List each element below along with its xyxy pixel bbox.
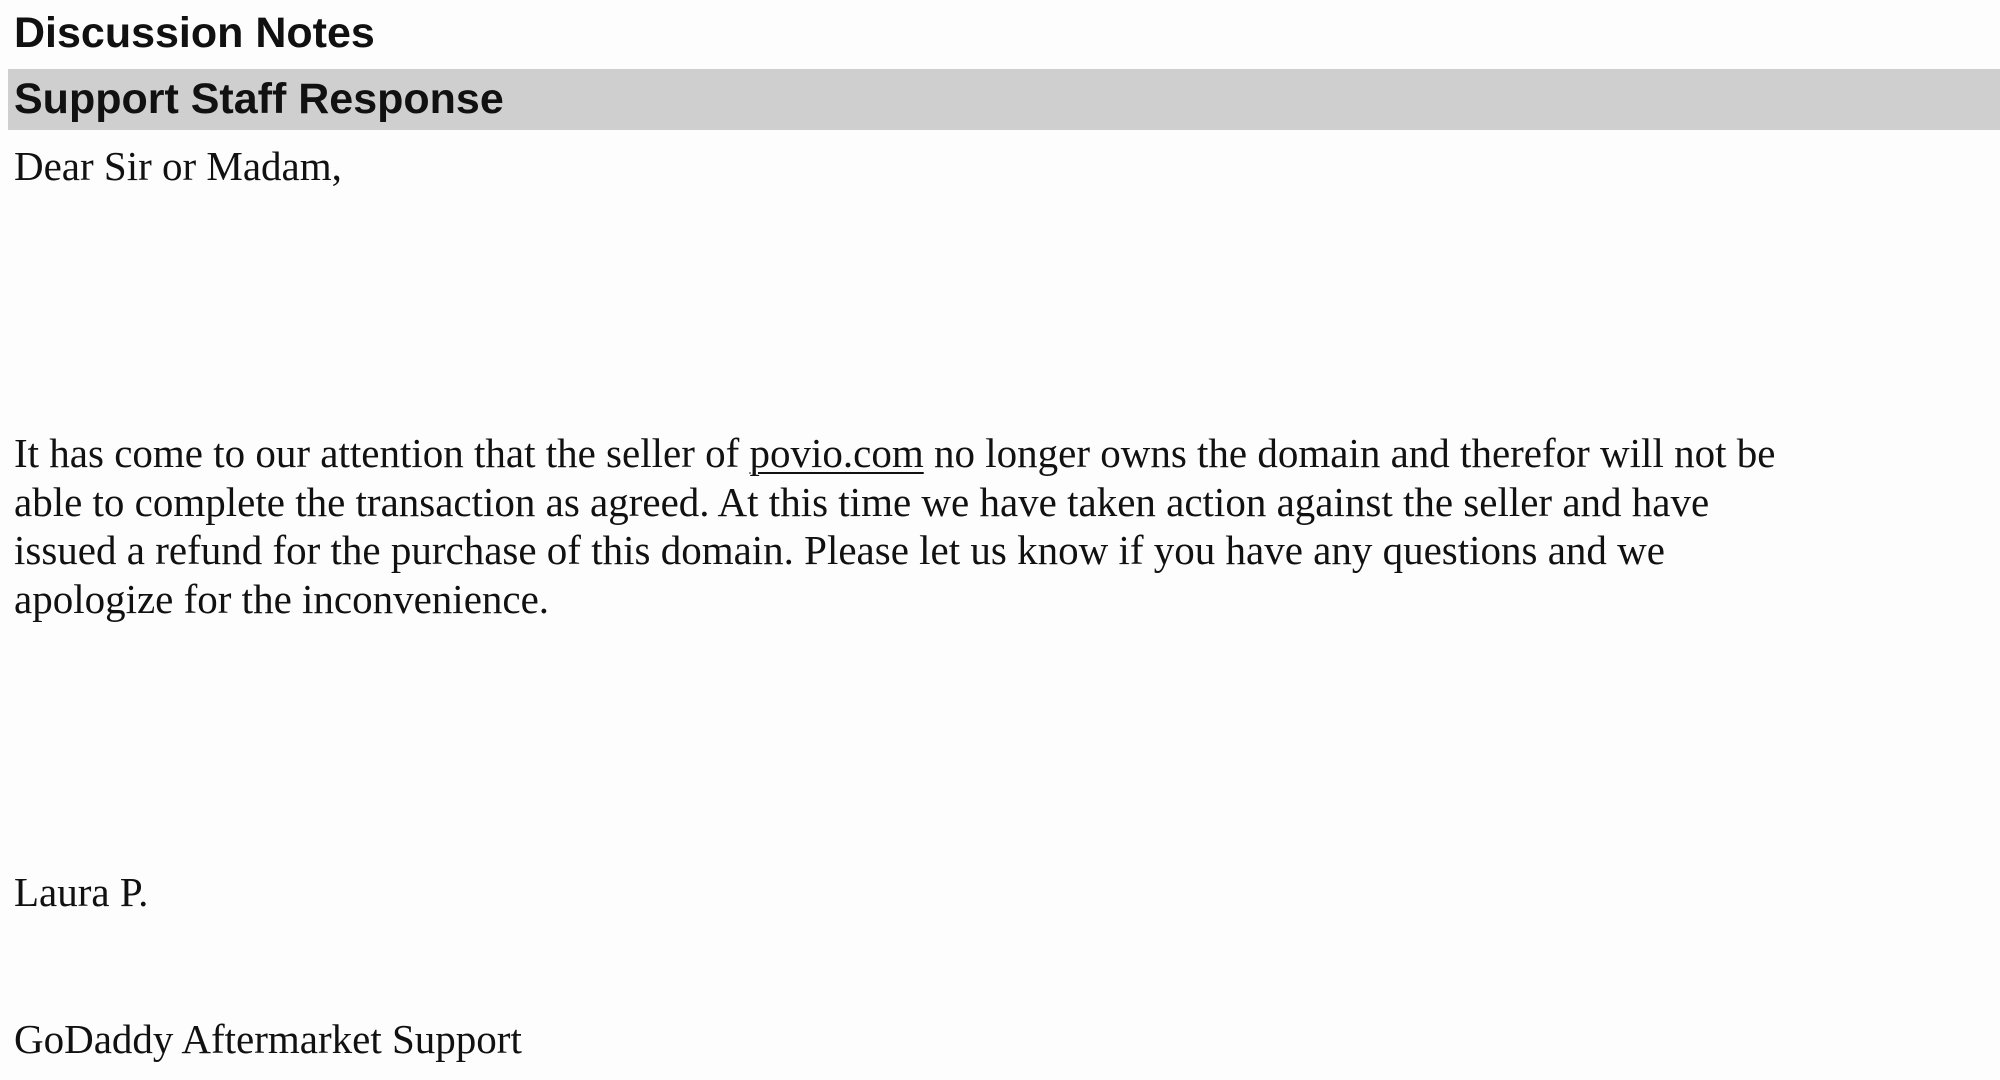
discussion-notes-title: Discussion Notes [14,9,375,57]
message-line-1-start: It has come to our attention that the seller of [14,430,750,476]
message-line-3: issued a refund for the purchase of this domain. Please let us know if you have any questions and we [14,527,1665,573]
support-staff-response-title: Support Staff Response [14,75,504,123]
greeting-text: Dear Sir or Madam, [14,143,342,189]
message-line-2: able to complete the transaction as agreed. At this time we have taken action against the seller and have [14,478,1710,525]
message-body [14,429,2000,623]
support-response-header-bar [8,69,2000,130]
signature-team: GoDaddy Aftermarket Support [14,1016,522,1062]
domain-link[interactable]: povio.com [749,430,924,476]
signature-name: Laura P. [14,869,149,915]
message-line-1 [14,429,2000,478]
message-line-4: apologize for the inconvenience. [14,575,550,622]
message-line-1-end: no longer owns the domain and therefor will not be [923,430,1776,476]
